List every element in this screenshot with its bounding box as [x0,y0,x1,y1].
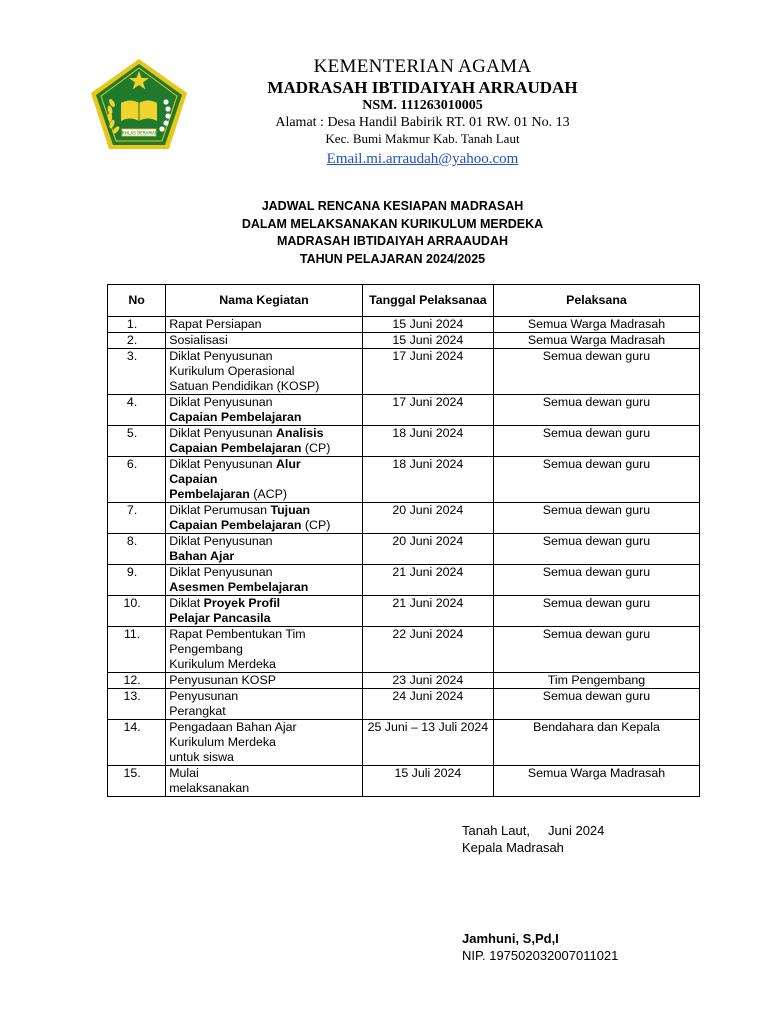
activity-name [166,673,363,689]
row-number: 8. [108,534,166,565]
activity-executor: Semua dewan guru [493,534,699,565]
activity-name [166,503,363,534]
row-number: 2. [108,333,166,349]
activity-text: Kurikulum Operasional [169,364,295,378]
activity-name [166,565,363,596]
activity-name [166,333,363,349]
table-row [108,596,700,627]
activity-name [166,596,363,627]
title-line-2: DALAM MELAKSANAKAN KURIKULUM MERDEKA [241,216,544,231]
table-row [108,317,700,333]
activity-text: Penyusunan KOSP [169,673,276,687]
logo-ribbon-text: IKHLAS BERAMAL [120,130,158,136]
activity-text-bold: Tujuan [270,503,311,517]
activity-text: Rapat Persiapan [169,317,262,331]
activity-text-bold: Pelajar Pancasila [169,611,271,625]
table-row [108,766,700,797]
activity-date: 17 Juni 2024 [362,395,493,426]
activity-name [166,627,363,673]
activity-text-bold: Capaian [169,472,218,486]
signature-name: Jamhuni, S,Pd,I [462,931,559,946]
activity-name [166,720,363,766]
activity-executor: Semua Warga Madrasah [493,317,699,333]
row-number: 1. [108,317,166,333]
activity-text: Perangkat [169,704,226,718]
activity-executor: Semua dewan guru [493,689,699,720]
activity-text: Penyusunan [169,689,239,703]
activity-text: Pengembang [169,642,243,656]
table-row [108,395,700,426]
activity-executor: Semua dewan guru [493,503,699,534]
activity-text: Mulai [169,766,199,780]
activity-text-bold: Pembelajaran [169,487,250,501]
activity-text: Kurikulum Merdeka [169,657,276,671]
activity-text-bold: Capaian Pembelajaran [169,441,302,455]
email-link[interactable]: Email.mi.arraudah@yahoo.com [326,151,519,167]
activity-date: 20 Juni 2024 [362,534,493,565]
ministry-name: KEMENTERIAN AGAMA [313,56,532,77]
activity-executor: Semua dewan guru [493,457,699,503]
title-line-3: MADRASAH IBTIDAIYAH ARRAAUDAH [276,234,509,248]
activity-name [166,534,363,565]
activity-text: Kurikulum Merdeka [169,735,276,749]
activity-text: Satuan Pendidikan (KOSP) [169,379,320,393]
activity-executor: Semua Warga Madrasah [493,333,699,349]
activity-text: (CP) [301,441,331,455]
activity-text: Diklat Penyusunan [169,395,273,409]
table-header-row [108,285,700,317]
header-tanggal: Tanggal Pelaksanaa [362,285,493,317]
row-number: 3. [108,349,166,395]
activity-name [166,349,363,395]
row-number: 9. [108,565,166,596]
address-line-2: Kec. Bumi Makmur Kab. Tanah Laut [325,131,520,146]
activity-text: Diklat Penyusunan [169,534,273,548]
schedule-body [108,317,700,797]
activity-name [166,395,363,426]
letterhead [230,56,615,170]
activity-text: (CP) [301,518,331,532]
activity-text: (ACP) [249,487,287,501]
activity-executor: Bendahara dan Kepala [493,720,699,766]
activity-text: Diklat Penyusunan [169,457,276,471]
activity-date: 15 Juni 2024 [362,317,493,333]
activity-executor: Semua dewan guru [493,395,699,426]
activity-date: 21 Juni 2024 [362,565,493,596]
row-number: 11. [108,627,166,673]
header-kegiatan: Nama Kegiatan [166,285,363,317]
table-row [108,627,700,673]
row-number: 5. [108,426,166,457]
table-row [108,534,700,565]
table-row [108,720,700,766]
table-row [108,333,700,349]
activity-text-bold: Asesmen Pembelajaran [169,580,309,594]
row-number: 4. [108,395,166,426]
activity-date: 22 Juni 2024 [362,627,493,673]
activity-text-bold: Capaian Pembelajaran [169,518,302,532]
activity-date: 15 Juni 2024 [362,333,493,349]
kementerian-agama-logo-icon [88,57,190,153]
activity-executor: Semua dewan guru [493,565,699,596]
activity-text: Pengadaan Bahan Ajar [169,720,297,734]
activity-date: 25 Juni – 13 Juli 2024 [362,720,493,766]
title-line-1: JADWAL RENCANA KESIAPAN MADRASAH [261,199,524,213]
table-row [108,503,700,534]
activity-date: 20 Juni 2024 [362,503,493,534]
signature-role: Kepala Madrasah [462,840,564,855]
activity-text: Rapat Pembentukan Tim [169,627,306,641]
activity-date: 18 Juni 2024 [362,426,493,457]
activity-name [166,689,363,720]
activity-text: Diklat Penyusunan [169,349,273,363]
activity-date: 18 Juni 2024 [362,457,493,503]
row-number: 13. [108,689,166,720]
school-name: MADRASAH IBTIDAIYAH ARRAUDAH [267,78,578,97]
activity-text: Diklat Penyusunan [169,426,276,440]
row-number: 12. [108,673,166,689]
table-row [108,349,700,395]
activity-name [166,317,363,333]
table-row [108,689,700,720]
activity-executor: Semua dewan guru [493,426,699,457]
header-pelaksana: Pelaksana [493,285,699,317]
signature-nip: NIP. 197502032007011021 [462,948,619,963]
activity-text: Diklat Penyusunan [169,565,273,579]
activity-text-bold: Bahan Ajar [169,549,235,563]
table-row [108,565,700,596]
row-number: 15. [108,766,166,797]
document-title [160,198,625,268]
activity-text-bold: Analisis [275,426,324,440]
signature-place-date: Tanah Laut, Juni 2024 [462,823,605,838]
activity-date: 17 Juni 2024 [362,349,493,395]
activity-executor: Semua dewan guru [493,627,699,673]
activity-name [166,426,363,457]
row-number: 7. [108,503,166,534]
table-row [108,457,700,503]
row-number: 6. [108,457,166,503]
address-line-1: Alamat : Desa Handil Babirik RT. 01 RW. 01 No. 13 [275,115,570,130]
header-no: No [108,285,166,317]
nsm-number: NSM. 111263010005 [362,98,483,113]
activity-text: Diklat [169,596,204,610]
activity-text-bold: Alur [275,457,301,471]
activity-date: 15 Juli 2024 [362,766,493,797]
activity-text-bold: Proyek Profil [203,596,281,610]
activity-date: 24 Juni 2024 [362,689,493,720]
activity-date: 23 Juni 2024 [362,673,493,689]
activity-text: melaksanakan [169,781,250,795]
table-row [108,673,700,689]
activity-text-bold: Capaian Pembelajaran [169,410,302,424]
row-number: 14. [108,720,166,766]
activity-name [166,457,363,503]
activity-executor: Semua dewan guru [493,349,699,395]
schedule-table [107,284,700,797]
activity-text: Diklat Perumusan [169,503,271,517]
activity-text: untuk siswa [169,750,234,764]
table-row [108,426,700,457]
activity-executor: Tim Pengembang [493,673,699,689]
activity-name [166,766,363,797]
activity-executor: Semua dewan guru [493,596,699,627]
activity-text: Sosialisasi [169,333,228,347]
title-line-4: TAHUN PELAJARAN 2024/2025 [299,251,486,266]
activity-executor: Semua Warga Madrasah [493,766,699,797]
activity-date: 21 Juni 2024 [362,596,493,627]
row-number: 10. [108,596,166,627]
